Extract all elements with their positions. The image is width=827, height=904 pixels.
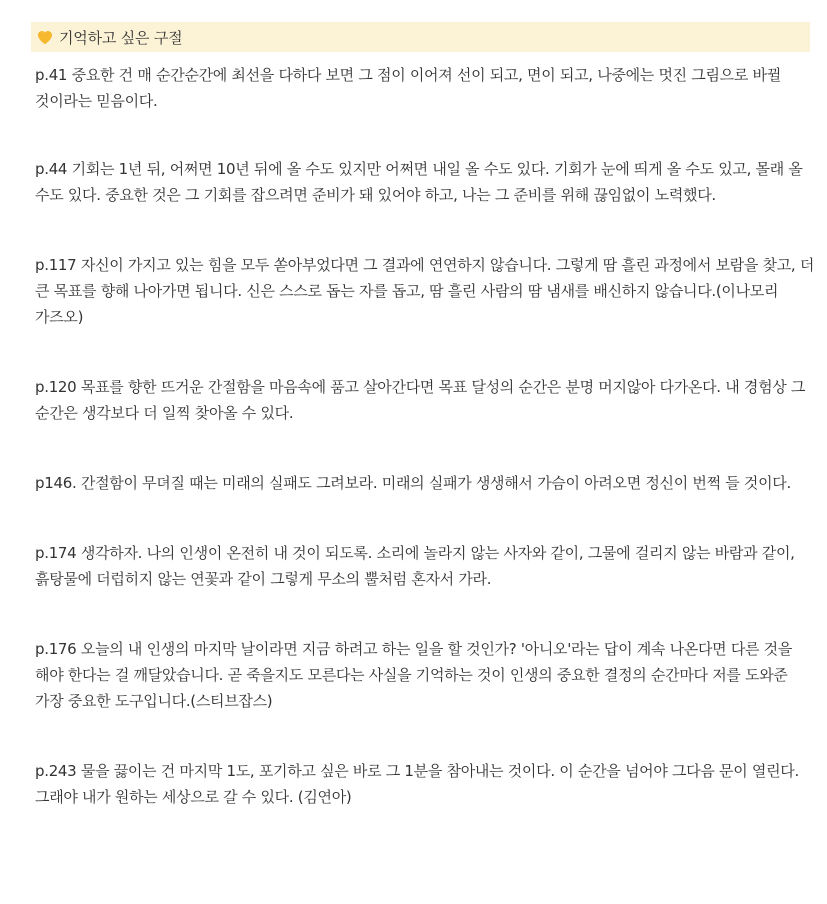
quote-item: p146. 간절함이 무뎌질 때는 미래의 실패도 그려보라. 미래의 실패가 생생해서 가슴이 아려오면 정신이 번쩍 들 것이다. [35,474,791,492]
quote-item: p.117 자신이 가지고 있는 힘을 모두 쏟아부었다면 그 결과에 연연하지 않습니다. 그렇게 땀 흘린 과정에서 보람을 찾고, 더 큰 목표를 향해 나아가면 됩니다. 신은 스스로 돕는 자를 돕고, 땀 흘린 사람의 땀 냄새를 배신하지 않습니다.(이나모리 가즈오) [35,256,815,326]
quote-item: p.243 물을 끓이는 건 마지막 1도, 포기하고 싶은 바로 그 1분을 참아내는 것이다. 이 순간을 넘어야 그다음 문이 열린다. 그래야 내가 원하는 세상으로 갈 수 있다. (김연아) [35,762,799,806]
quote-item: p.41 중요한 건 매 순간순간에 최선을 다하다 보면 그 점이 이어져 선이 되고, 면이 되고, 나중에는 멋진 그림으로 바뀔 것이라는 믿음이다. [35,66,781,110]
section-title: 기억하고 싶은 구절 [59,28,183,47]
section-header [31,22,810,52]
quote-item: p.174 생각하자. 나의 인생이 온전히 내 것이 되도록. 소리에 놀라지 않는 사자와 같이, 그물에 걸리지 않는 바람과 같이, 흙탕물에 더럽히지 않는 연꽃과 같이 그렇게 무소의 뿔처럼 혼자서 가라. [35,544,795,588]
heart-icon [37,30,53,45]
quote-item: p.44 기회는 1년 뒤, 어쩌면 10년 뒤에 올 수도 있지만 어쩌면 내일 올 수도 있다. 기회가 눈에 띄게 올 수도 있고, 몰래 올 수도 있다. 중요한 것은 그 기회를 잡으려면 준비가 돼 있어야 하고, 나는 그 준비를 위해 끊임없이 노력했다. [35,160,803,204]
quote-item: p.120 목표를 향한 뜨거운 간절함을 마음속에 품고 살아간다면 목표 달성의 순간은 분명 머지않아 다가온다. 내 경험상 그 순간은 생각보다 더 일찍 찾아올 수 있다. [35,378,806,422]
quote-item: p.176 오늘의 내 인생의 마지막 날이라면 지금 하려고 하는 일을 할 것인가? '아니오'라는 답이 계속 나온다면 다른 것을 해야 한다는 걸 깨달았습니다. 곧 죽을지도 모른다는 사실을 기억하는 것이 인생의 중요한 결정의 순간마다 저를 도와준 가장 중요한 도구입니다.(스티브잡스) [35,640,793,710]
quote-list [35,62,815,810]
